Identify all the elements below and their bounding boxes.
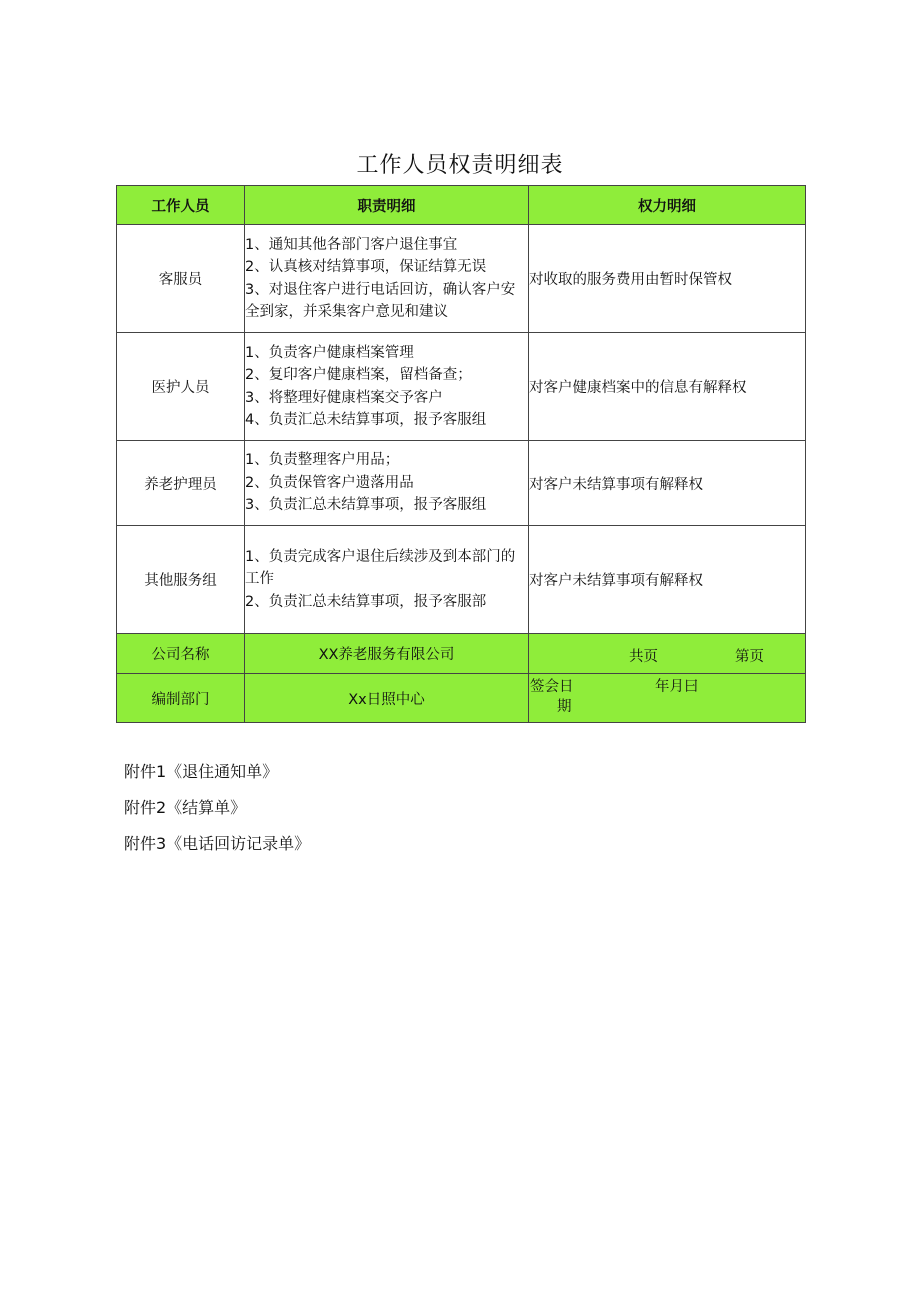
duty-line: 4、负责汇总未结算事项，报予客服组: [245, 412, 487, 428]
table-row: [117, 526, 806, 634]
duty-line: 3、负责汇总未结算事项，报予客服组: [245, 497, 487, 514]
role-cell: 医护人员: [117, 333, 245, 441]
header-staff: 工作人员: [117, 186, 245, 225]
company-label: 公司名称: [117, 634, 245, 674]
page-number: 第页: [735, 649, 764, 665]
duty-line: 1、负责整理客户用品；: [245, 452, 400, 469]
page-count-cell: [529, 634, 806, 674]
duty-line: 2、负责汇总未结算事项，报予客服部: [245, 593, 487, 610]
duty-line: 2、负责保管客户遗落用品: [245, 474, 414, 491]
duty-table: [116, 185, 806, 723]
duty-line: 全到家，并采集客户意见和建议: [245, 304, 448, 320]
table-row: [117, 333, 806, 441]
power-cell: 对客户未结算事项有解释权: [529, 441, 806, 526]
duty-line: 工作: [245, 571, 274, 588]
header-duties: 职责明细: [245, 186, 529, 225]
company-value: XX养老服务有限公司: [245, 634, 529, 674]
total-pages: 共页: [629, 649, 658, 665]
table-row: [117, 441, 806, 526]
duty-line: 1、负责完成客户退住后续涉及到本部门的: [245, 548, 516, 565]
page-title: 工作人员权责明细表: [356, 153, 564, 178]
dept-label: 编制部门: [117, 674, 245, 723]
table-header-row: [117, 186, 806, 225]
duty-line: 3、对退住客户进行电话回访，确认客户安: [245, 281, 516, 298]
role-cell: 养老护理员: [117, 441, 245, 526]
footer-dept-row: [117, 674, 806, 723]
power-cell: 对收取的服务费用由暂时保管权: [529, 225, 806, 333]
role-cell: 其他服务组: [117, 526, 245, 634]
duties-cell: [245, 225, 529, 333]
duties-cell: [245, 526, 529, 634]
duty-line: 1、负责客户健康档案管理: [245, 344, 414, 361]
dept-value: Xx日照中心: [245, 674, 529, 723]
attachment-1: 附件1《退住通知单》: [124, 762, 279, 781]
attachment-2: 附件2《结算单》: [124, 798, 247, 817]
sign-date-label: 签会日: [530, 679, 574, 695]
duty-line: 2、复印客户健康档案，留档备查；: [245, 367, 472, 383]
duties-cell: [245, 441, 529, 526]
power-cell: 对客户健康档案中的信息有解释权: [529, 333, 806, 441]
attachment-3: 附件3《电话回访记录单》: [124, 834, 311, 853]
sign-date-cell: [529, 674, 806, 723]
sign-date-label-cont: 期: [557, 699, 572, 715]
date-placeholder: 年月曰: [655, 679, 699, 695]
duty-line: 2、认真核对结算事项，保证结算无误: [245, 259, 487, 275]
duties-cell: [245, 333, 529, 441]
header-powers: 权力明细: [529, 186, 806, 225]
duty-line: 3、将整理好健康档案交予客户: [245, 389, 443, 406]
footer-company-row: [117, 634, 806, 674]
duty-line: 1、通知其他各部门客户退住事宜: [245, 236, 458, 253]
power-cell: 对客户未结算事项有解释权: [529, 526, 806, 634]
table-row: [117, 225, 806, 333]
role-cell: 客服员: [117, 225, 245, 333]
